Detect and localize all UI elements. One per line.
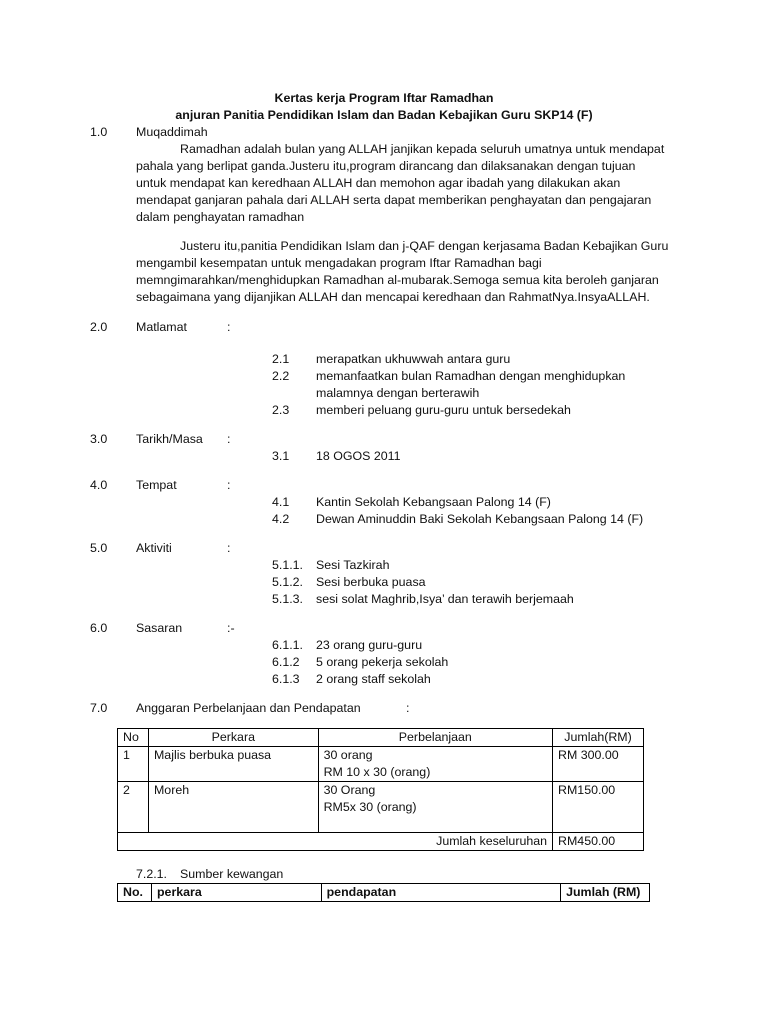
- section-title: Aktiviti: [136, 541, 172, 555]
- paragraph-line: Ramadhan adalah bulan yang ALLAH janjikan kepada seluruh umatnya untuk mendapat: [180, 142, 665, 156]
- item-text-continued: malamnya dengan berterawih: [316, 386, 480, 400]
- table-cell: [318, 782, 552, 833]
- cell-line: 30 Orang: [323, 783, 376, 797]
- cell-line: RM5x 30 (orang): [323, 800, 417, 814]
- cell-line: 30 orang: [323, 748, 373, 762]
- item-text: sesi solat Maghrib,Isya’ dan terawih berjemaah: [316, 592, 574, 606]
- paragraph-line: memngimarahkan/menghidupkan Ramadhan al-mubarak.Semoga semua kita beroleh ganjaran: [136, 273, 659, 287]
- section-colon: :: [406, 701, 410, 715]
- section-title: Tarikh/Masa: [136, 432, 203, 446]
- item-text: 18 OGOS 2011: [316, 449, 401, 463]
- item-number: 4.1: [272, 495, 290, 509]
- item-text: 5 orang pekerja sekolah: [316, 655, 449, 669]
- item-number: 2.3: [272, 403, 290, 417]
- section-number: 2.0: [90, 320, 108, 334]
- section-title: Matlamat: [136, 320, 187, 334]
- item-text: Kantin Sekolah Kebangsaan Palong 14 (F): [316, 495, 551, 509]
- table-header-cell: Perkara: [148, 729, 318, 747]
- paragraph-line: untuk mendapat kan keredhaan ALLAH dan memohon agar ibadah yang dilakukan akan: [136, 176, 621, 190]
- table-row: [118, 747, 644, 782]
- table-header-cell: Jumlah (RM): [561, 884, 650, 902]
- table-row: [118, 782, 644, 833]
- table-cell: 2: [118, 782, 149, 833]
- total-label: Jumlah keseluruhan: [118, 833, 553, 851]
- section-title: Tempat: [136, 478, 177, 492]
- section-number: 6.0: [90, 621, 108, 635]
- cell-line: RM 10 x 30 (orang): [323, 765, 431, 779]
- item-text: Sesi Tazkirah: [316, 558, 390, 572]
- item-number: 4.2: [272, 512, 290, 526]
- section-number: 1.0: [90, 125, 108, 139]
- table-header-cell: No: [118, 729, 149, 747]
- document-title: Kertas kerja Program Iftar Ramadhan: [274, 91, 494, 105]
- item-text: memberi peluang guru-guru untuk bersedekah: [316, 403, 571, 417]
- document-subtitle: anjuran Panitia Pendidikan Islam dan Badan Kebajikan Guru SKP14 (F): [175, 108, 593, 122]
- table-header-cell: pendapatan: [321, 884, 560, 902]
- paragraph-line: pahala yang berlipat ganda.Justeru itu,program dirancang dan dilaksanakan dengan tujuan: [136, 159, 636, 173]
- item-number: 2.2: [272, 369, 290, 383]
- section-colon: :: [227, 541, 231, 555]
- table-header-cell: No.: [118, 884, 152, 902]
- section-number: 5.0: [90, 541, 108, 555]
- income-table: [117, 883, 650, 902]
- table-header-row: [118, 729, 644, 747]
- paragraph-line: sebagaimana yang dijanjikan ALLAH dan mencapai keredhaan dan RahmatNya.InsyaALLAH.: [136, 290, 650, 304]
- table-header-cell: Jumlah(RM): [553, 729, 644, 747]
- table-cell: Majlis berbuka puasa: [148, 747, 318, 782]
- paragraph: [136, 238, 676, 306]
- budget-table: [117, 728, 644, 851]
- item-number: 2.1: [272, 352, 290, 366]
- paragraph-line: mendapat ganjaran pahala dari ALLAH serta dapat memberikan penghayatan dan pengajaran: [136, 193, 652, 207]
- section-title: Anggaran Perbelanjaan dan Pendapatan: [136, 701, 361, 715]
- item-number: 5.1.3.: [272, 592, 304, 606]
- item-number: 5.1.1.: [272, 558, 304, 572]
- paragraph-line: mengambil kesempatan untuk mengadakan program Iftar Ramadhan bagi: [136, 256, 542, 270]
- item-text: 2 orang staff sekolah: [316, 672, 431, 686]
- section-colon: :-: [227, 621, 235, 635]
- table-cell: [318, 747, 552, 782]
- table-header-row: [118, 884, 650, 902]
- table-total-row: [118, 833, 644, 851]
- paragraph-line: dalam penghayatan ramadhan: [136, 210, 305, 224]
- section-number: 3.0: [90, 432, 108, 446]
- table-cell: Moreh: [148, 782, 318, 833]
- item-text: 23 orang guru-guru: [316, 638, 423, 652]
- section-colon: :: [227, 478, 231, 492]
- subsection-title: Sumber kewangan: [180, 867, 284, 881]
- item-text: Sesi berbuka puasa: [316, 575, 426, 589]
- section-colon: :: [227, 320, 231, 334]
- item-text: merapatkan ukhuwwah antara guru: [316, 352, 511, 366]
- paragraph-line: Justeru itu,panitia Pendidikan Islam dan j-QAF dengan kerjasama Badan Kebajikan Guru: [180, 239, 669, 253]
- section-title: Muqaddimah: [136, 125, 208, 139]
- table-cell: RM 300.00: [553, 747, 644, 782]
- item-number: 6.1.2: [272, 655, 300, 669]
- table-cell: RM150.00: [553, 782, 644, 833]
- section-number: 4.0: [90, 478, 108, 492]
- table-cell: 1: [118, 747, 149, 782]
- item-number: 5.1.2.: [272, 575, 304, 589]
- item-text: memanfaatkan bulan Ramadhan dengan menghidupkan: [316, 369, 626, 383]
- section-number: 7.0: [90, 701, 108, 715]
- section-colon: :: [227, 432, 231, 446]
- item-number: 6.1.3: [272, 672, 300, 686]
- section-title: Sasaran: [136, 621, 183, 635]
- item-number: 6.1.1.: [272, 638, 304, 652]
- table-header-cell: perkara: [151, 884, 321, 902]
- total-value: RM450.00: [553, 833, 644, 851]
- item-number: 3.1: [272, 449, 290, 463]
- item-text: Dewan Aminuddin Baki Sekolah Kebangsaan Palong 14 (F): [316, 512, 644, 526]
- table-header-cell: Perbelanjaan: [318, 729, 552, 747]
- paragraph: [136, 141, 676, 226]
- subsection-number: 7.2.1.: [136, 867, 168, 881]
